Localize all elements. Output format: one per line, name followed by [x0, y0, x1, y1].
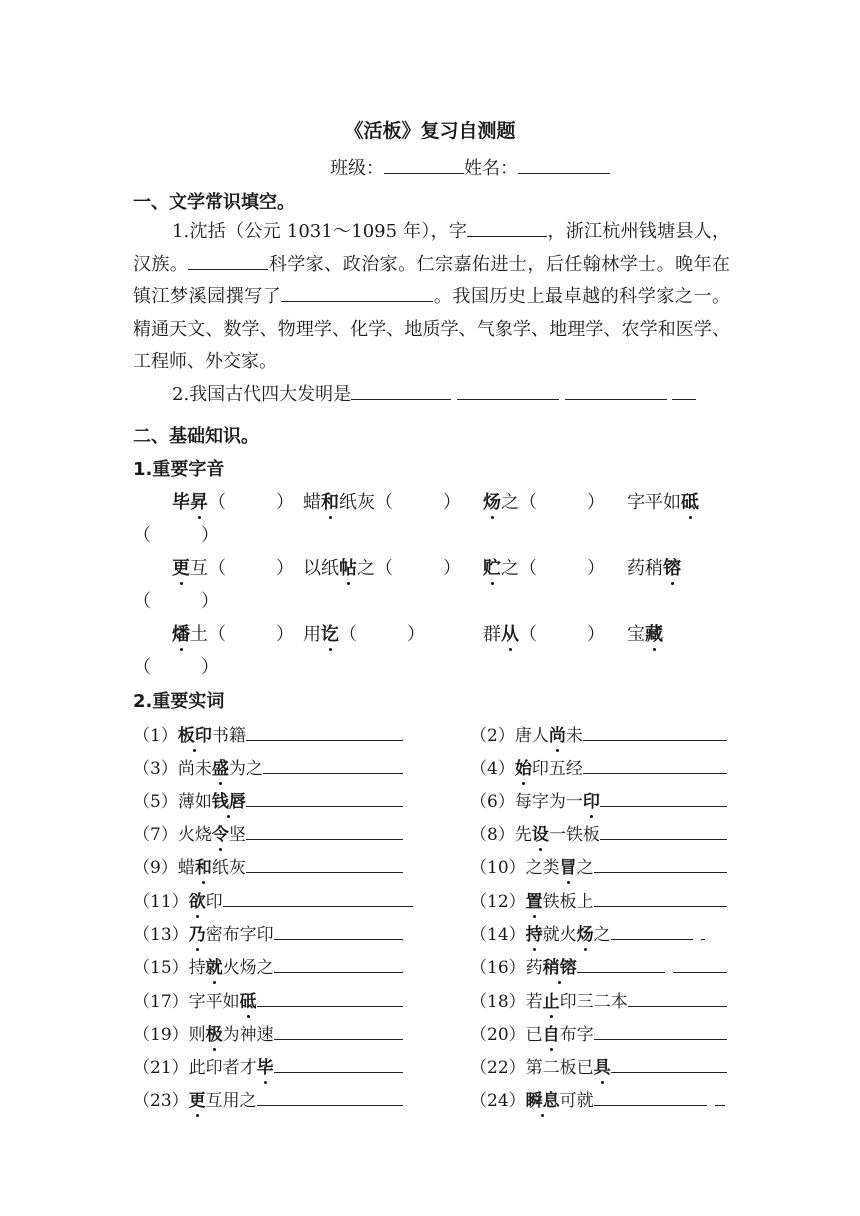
plain-text: 纸灰（ [339, 492, 393, 513]
vocabulary-item [133, 754, 403, 779]
plain-text: 之（ [357, 558, 393, 579]
item-prefix: （12） [470, 892, 526, 912]
section1-heading: 一、文学常识填空。 [133, 192, 295, 213]
plain-text: 宝 [627, 624, 645, 645]
item-prefix: （10）之类 [470, 858, 560, 878]
item-suffix: 书籍 [211, 726, 246, 746]
section2-heading: 二、基础知识。 [133, 426, 259, 447]
pronunciation-item [172, 488, 294, 514]
pronunciation-item [172, 554, 294, 580]
dotted-character: 和 [321, 492, 339, 513]
vocabulary-item [470, 1020, 727, 1045]
pronunciation-item [627, 554, 681, 580]
plain-text: 用 [303, 624, 321, 645]
dotted-word: 钱唇 [211, 792, 246, 812]
dotted-word: 稍镕 [542, 958, 577, 978]
item-suffix: 印五经 [531, 759, 583, 779]
item-prefix: （18）若 [470, 992, 543, 1012]
dotted-character: 讫 [321, 624, 339, 645]
vocabulary-item [133, 887, 413, 912]
q1-text-a: 1.沈括（公元 1031～1095 年），字 [172, 221, 468, 242]
vocabulary-item [470, 820, 727, 845]
pronunciation-wrap-parens [133, 521, 733, 547]
dotted-word: 持 [525, 925, 543, 945]
item-prefix: （24） [470, 1091, 526, 1111]
vocabulary-item [133, 1053, 403, 1078]
item-prefix: （8）先 [470, 825, 532, 845]
answer-line[interactable] [246, 822, 403, 840]
page-title: 《活板》复习自测题 [344, 120, 516, 142]
answer-line[interactable] [673, 955, 727, 973]
dotted-word: 就 [205, 958, 223, 978]
class-blank[interactable] [384, 155, 464, 174]
item-prefix: （20）已 [470, 1025, 543, 1045]
plain-text: ） [407, 624, 425, 645]
answer-line[interactable] [715, 1088, 725, 1106]
open-paren: （ [133, 525, 151, 546]
answer-line[interactable] [223, 889, 413, 907]
plain-text: ） [443, 492, 461, 513]
vocabulary-item [470, 887, 727, 912]
vocabulary-item [133, 1086, 403, 1111]
plain-text: （ [208, 492, 226, 513]
q1-text-c: 科学家、政治家。仁宗嘉佑进士，后任翰林学士。晚年在镇江梦溪园撰写了 [133, 253, 731, 308]
vocabulary-item [470, 987, 727, 1012]
pronunciation-row [0, 488, 860, 512]
q1-blank-zi[interactable] [467, 218, 547, 237]
q2-blank-3[interactable] [565, 381, 667, 400]
q2-text: 2.我国古代四大发明是 [172, 383, 352, 405]
dotted-word: 始 [514, 759, 532, 779]
close-paren: ） [201, 525, 219, 546]
item-prefix: （4） [470, 759, 515, 779]
dotted-word: 更 [188, 1091, 206, 1111]
item-suffix: 一铁板 [548, 825, 600, 845]
q1-text-d: 。我国历史上最卓越的科学家之一。精通天文、数学、物理学、化学、地质学、气象学、地理学、农学和医学、工程师、外交家。 [133, 286, 731, 373]
vocabulary-item [470, 953, 727, 978]
dotted-character: 更 [172, 558, 190, 579]
plain-text: 之（ [501, 492, 537, 513]
item-prefix: （5）薄如 [133, 792, 212, 812]
vocabulary-item [470, 920, 705, 945]
answer-line[interactable] [594, 1022, 727, 1040]
dotted-word: 瞬息 [525, 1091, 560, 1111]
answer-line[interactable] [246, 789, 403, 807]
open-paren: （ [133, 591, 151, 612]
dotted-character: 砥 [681, 492, 699, 513]
dotted-word: 和 [194, 858, 212, 878]
dotted-character: 贮 [483, 558, 501, 579]
pronunciation-wrap-parens [133, 587, 733, 613]
plain-text: 毕 [172, 492, 190, 513]
dotted-word: 置 [525, 892, 543, 912]
answer-line[interactable] [274, 1022, 403, 1040]
item-suffix [577, 925, 611, 945]
item-prefix: （2）唐人 [470, 726, 549, 746]
q1-blank-book[interactable] [281, 283, 433, 302]
item-prefix: （7）火烧 [133, 825, 212, 845]
item-suffix: 布字 [559, 1025, 594, 1045]
dotted-character: 帖 [339, 558, 357, 579]
answer-line[interactable] [611, 1055, 727, 1073]
plain-text: ） [276, 558, 294, 579]
item-prefix: （22）第二板已 [470, 1058, 594, 1078]
answer-line[interactable] [701, 922, 705, 940]
q1-blank-era[interactable] [188, 251, 268, 270]
plain-text: ） [276, 492, 294, 513]
dotted-word: 就火 [542, 925, 577, 945]
answer-line[interactable] [600, 789, 727, 807]
item-prefix: （3）尚未 [133, 759, 212, 779]
dotted-word: 自 [542, 1025, 560, 1045]
q2-blank-2[interactable] [457, 381, 559, 400]
plain-text: ） [587, 624, 605, 645]
vocabulary-item [470, 853, 727, 878]
answer-line[interactable] [257, 1088, 403, 1106]
plain-text: （ [519, 624, 537, 645]
dotted-word: 令 [211, 825, 229, 845]
dotted-character: 藏 [645, 624, 663, 645]
dotted-character: 昇 [190, 492, 208, 513]
dotted-character: 从 [501, 624, 519, 645]
vocabulary-item [133, 953, 403, 978]
item-prefix: （17）字平如 [133, 992, 240, 1012]
item-suffix: 火炀之 [222, 958, 274, 978]
vocabulary-item [133, 787, 403, 812]
dotted-word: 盛 [211, 759, 229, 779]
item-prefix: （6）每字为一 [470, 792, 583, 812]
vocabulary-item [133, 820, 403, 845]
q2-blank-4[interactable] [672, 381, 696, 400]
pronunciation-row [0, 554, 860, 578]
dotted-character: 镕 [663, 558, 681, 579]
item-suffix: 为神速 [222, 1025, 274, 1045]
dotted-word: 乃 [188, 925, 206, 945]
plain-text: 药稍 [627, 558, 663, 579]
item-prefix: （9）蜡 [133, 858, 195, 878]
plain-text: 以纸 [303, 558, 339, 579]
item-suffix: 印 [205, 892, 223, 912]
item-suffix: 铁板上 [542, 892, 594, 912]
answer-line[interactable] [257, 989, 403, 1007]
answer-line[interactable] [611, 922, 693, 940]
dotted-word: 炀 [576, 925, 594, 945]
item-prefix: （16）药 [470, 958, 543, 978]
dotted-word: 印 [582, 792, 600, 812]
item-prefix: （13） [133, 925, 189, 945]
q1-text-b: ，浙江杭州钱塘县人，汉族。 [133, 221, 731, 275]
answer-line[interactable] [583, 756, 727, 774]
item-suffix: 未 [565, 726, 583, 746]
answer-line[interactable] [263, 756, 403, 774]
item-suffix: 印三二本 [559, 992, 628, 1012]
plain-text: 群 [483, 624, 501, 645]
answer-line[interactable] [583, 723, 727, 741]
plain-text: ） [587, 558, 605, 579]
dotted-word: 欲 [188, 892, 206, 912]
item-prefix: （1） [133, 726, 178, 746]
vocabulary-item [470, 1053, 727, 1078]
answer-line[interactable] [600, 822, 727, 840]
pronunciation-item [627, 620, 663, 646]
plain-text: ） [443, 558, 461, 579]
class-label: 班级： [330, 158, 384, 179]
item-prefix: （14） [470, 925, 526, 945]
plain-text: 之（ [501, 558, 537, 579]
open-paren: （ [133, 657, 151, 678]
name-label: 姓名： [464, 158, 518, 179]
pronunciation-item [483, 620, 605, 646]
pronunciation-item [303, 488, 461, 514]
item-prefix: （19）则 [133, 1025, 206, 1045]
vocabulary-item [133, 1020, 403, 1045]
pronunciation-wrap-parens [133, 653, 733, 679]
pronunciation-item [303, 554, 461, 580]
vocabulary-item [470, 754, 727, 779]
dotted-word: 设 [531, 825, 549, 845]
class-name-line [330, 154, 610, 180]
item-suffix: 之 [593, 925, 611, 945]
item-prefix: （11） [133, 892, 189, 912]
item-prefix: （15）持 [133, 958, 206, 978]
dotted-word: 砥 [239, 992, 257, 1012]
vocabulary-item [133, 920, 403, 945]
close-paren: ） [201, 657, 219, 678]
dotted-word: 板印 [177, 726, 212, 746]
item-suffix: 密布字印 [205, 925, 274, 945]
dotted-word: 止 [542, 992, 560, 1012]
plain-text: 字平如 [627, 492, 681, 513]
dotted-character: 燔 [172, 624, 190, 645]
pronunciation-item [483, 554, 605, 580]
pronunciation-heading: 1.重要字音 [133, 459, 225, 480]
close-paren: ） [201, 591, 219, 612]
plain-text: 互（ [190, 558, 226, 579]
vocabulary-item [470, 1086, 725, 1111]
vocabulary-item [470, 787, 727, 812]
answer-line[interactable] [594, 1088, 707, 1106]
vocabulary-item [133, 721, 403, 746]
item-suffix: 互用之 [205, 1091, 257, 1111]
pronunciation-row [0, 620, 860, 644]
answer-line[interactable] [577, 955, 665, 973]
q2-blank-1[interactable] [351, 381, 451, 400]
vocabulary-item [470, 721, 727, 746]
answer-line[interactable] [274, 922, 403, 940]
pronunciation-item [303, 620, 425, 646]
item-suffix: 纸灰 [211, 858, 246, 878]
answer-line[interactable] [246, 723, 403, 741]
dotted-character: 炀 [483, 492, 501, 513]
vocabulary-item [133, 987, 403, 1012]
plain-text: （ [339, 624, 357, 645]
name-blank[interactable] [518, 155, 610, 174]
answer-line[interactable] [594, 855, 727, 873]
plain-text: ） [276, 624, 294, 645]
item-suffix: 可就 [559, 1091, 594, 1111]
answer-line[interactable] [246, 855, 403, 873]
plain-text: 土（ [190, 624, 226, 645]
pronunciation-item [483, 488, 605, 514]
item-suffix: 坚 [228, 825, 246, 845]
item-suffix: 之 [576, 858, 594, 878]
dotted-word: 冒 [559, 858, 577, 878]
plain-text: ） [587, 492, 605, 513]
vocabulary-item [133, 853, 403, 878]
dotted-word: 毕 [256, 1058, 274, 1078]
dotted-word: 具 [593, 1058, 611, 1078]
answer-line[interactable] [594, 889, 727, 907]
answer-line[interactable] [274, 955, 403, 973]
pronunciation-item [627, 488, 699, 514]
dotted-word: 尚 [548, 726, 566, 746]
item-prefix: （21）此印者才 [133, 1058, 257, 1078]
answer-line[interactable] [274, 1055, 403, 1073]
vocabulary-heading: 2.重要实词 [133, 691, 225, 712]
item-suffix: 为之 [228, 759, 263, 779]
item-prefix: （23） [133, 1091, 189, 1111]
plain-text: 蜡 [303, 492, 321, 513]
dotted-word: 极 [205, 1025, 223, 1045]
pronunciation-item [172, 620, 294, 646]
section1-paragraph [133, 216, 730, 412]
answer-line[interactable] [628, 989, 727, 1007]
